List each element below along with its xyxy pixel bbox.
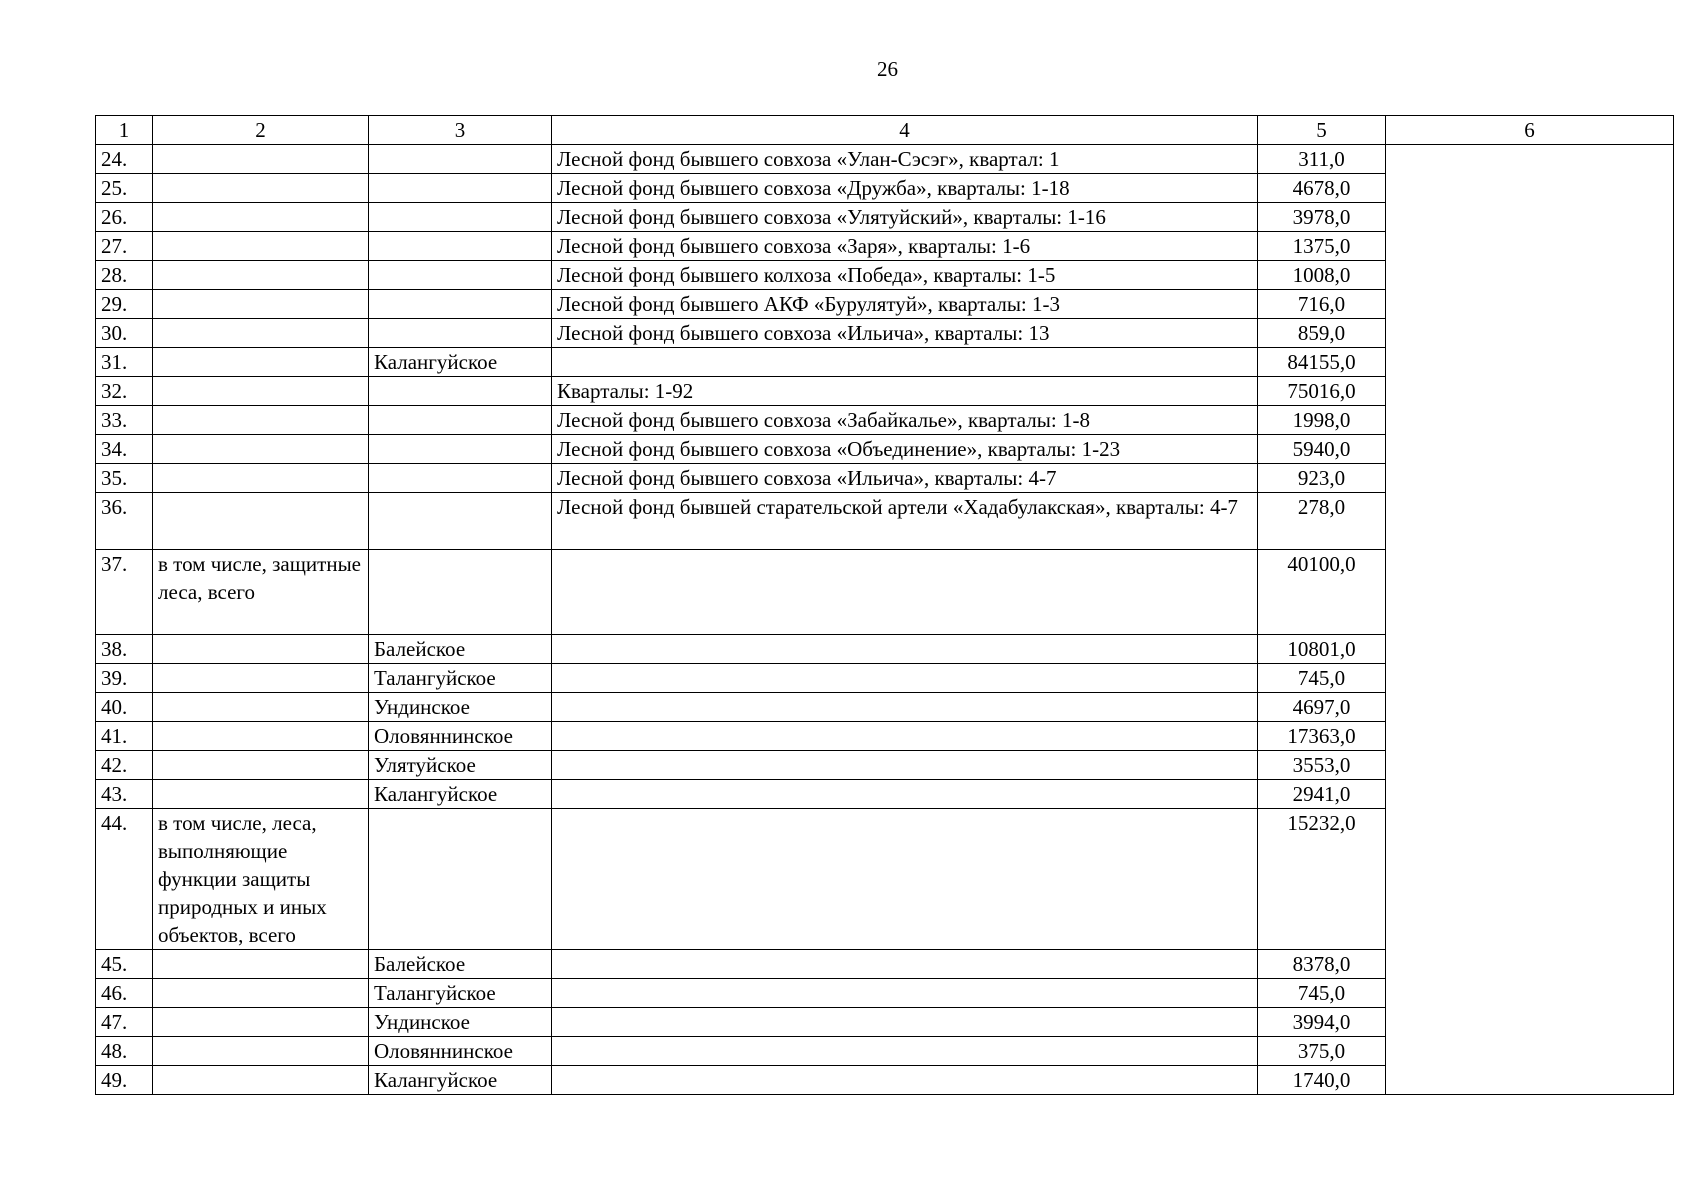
area-cell: 5940,0 — [1258, 435, 1386, 464]
description-cell: Лесной фонд бывшего колхоза «Победа», кварталы: 1-5 — [552, 261, 1258, 290]
description-cell: Лесной фонд бывшего совхоза «Ильича», кварталы: 4-7 — [552, 464, 1258, 493]
row-number: 45. — [96, 950, 153, 979]
forestry-cell — [369, 290, 552, 319]
row-number: 39. — [96, 664, 153, 693]
category-cell — [153, 435, 369, 464]
area-cell: 8378,0 — [1258, 950, 1386, 979]
description-cell: Лесной фонд бывшей старательской артели «Хадабулакская», кварталы: 4-7 — [552, 493, 1258, 550]
header-col-5: 5 — [1258, 116, 1386, 145]
forestry-cell — [369, 377, 552, 406]
description-cell: Лесной фонд бывшего совхоза «Улан-Сэсэг», квартал: 1 — [552, 145, 1258, 174]
description-cell — [552, 722, 1258, 751]
row-number: 44. — [96, 809, 153, 950]
area-cell: 17363,0 — [1258, 722, 1386, 751]
area-cell: 3978,0 — [1258, 203, 1386, 232]
description-cell: Лесной фонд бывшего совхоза «Заря», кварталы: 1-6 — [552, 232, 1258, 261]
table-row — [96, 145, 1674, 174]
area-cell: 1008,0 — [1258, 261, 1386, 290]
area-cell: 923,0 — [1258, 464, 1386, 493]
forestry-cell — [369, 319, 552, 348]
description-cell — [552, 780, 1258, 809]
header-col-3: 3 — [369, 116, 552, 145]
area-cell: 3553,0 — [1258, 751, 1386, 780]
category-cell — [153, 232, 369, 261]
category-cell — [153, 145, 369, 174]
row-number: 24. — [96, 145, 153, 174]
category-cell — [153, 464, 369, 493]
forestry-cell: Оловяннинское — [369, 1037, 552, 1066]
description-cell: Кварталы: 1-92 — [552, 377, 1258, 406]
row-number: 49. — [96, 1066, 153, 1095]
row-number: 36. — [96, 493, 153, 550]
row-number: 26. — [96, 203, 153, 232]
area-cell: 745,0 — [1258, 664, 1386, 693]
area-cell: 75016,0 — [1258, 377, 1386, 406]
description-cell — [552, 1066, 1258, 1095]
category-cell — [153, 174, 369, 203]
row-number: 33. — [96, 406, 153, 435]
forestry-cell: Калангуйское — [369, 348, 552, 377]
row-number: 37. — [96, 550, 153, 635]
forestry-cell: Ундинское — [369, 1008, 552, 1037]
header-col-2: 2 — [153, 116, 369, 145]
category-cell — [153, 377, 369, 406]
category-cell — [153, 751, 369, 780]
row-number: 42. — [96, 751, 153, 780]
forestry-cell: Калангуйское — [369, 1066, 552, 1095]
category-cell — [153, 348, 369, 377]
description-cell — [552, 664, 1258, 693]
description-cell: Лесной фонд бывшего совхоза «Ильича», кварталы: 13 — [552, 319, 1258, 348]
row-number: 30. — [96, 319, 153, 348]
header-col-4: 4 — [552, 116, 1258, 145]
forestry-cell — [369, 145, 552, 174]
forestry-cell — [369, 174, 552, 203]
forestry-cell — [369, 406, 552, 435]
category-cell — [153, 693, 369, 722]
category-cell — [153, 979, 369, 1008]
area-cell: 4678,0 — [1258, 174, 1386, 203]
category-cell — [153, 1037, 369, 1066]
description-cell — [552, 550, 1258, 635]
forestry-cell: Балейское — [369, 950, 552, 979]
area-cell: 1998,0 — [1258, 406, 1386, 435]
page-number: 26 — [877, 57, 898, 81]
description-cell: Лесной фонд бывшего совхоза «Улятуйский», кварталы: 1-16 — [552, 203, 1258, 232]
forestry-cell — [369, 261, 552, 290]
description-cell — [552, 950, 1258, 979]
description-cell — [552, 1008, 1258, 1037]
description-cell — [552, 809, 1258, 950]
category-cell — [153, 950, 369, 979]
header-row — [96, 116, 1674, 145]
forestry-cell: Улятуйское — [369, 751, 552, 780]
category-cell — [153, 635, 369, 664]
row-number: 31. — [96, 348, 153, 377]
row-number: 48. — [96, 1037, 153, 1066]
forestry-cell: Ундинское — [369, 693, 552, 722]
area-cell: 745,0 — [1258, 979, 1386, 1008]
area-cell: 3994,0 — [1258, 1008, 1386, 1037]
description-cell: Лесной фонд бывшего совхоза «Объединение», кварталы: 1-23 — [552, 435, 1258, 464]
forestry-cell — [369, 493, 552, 550]
description-cell: Лесной фонд бывшего совхоза «Дружба», кварталы: 1-18 — [552, 174, 1258, 203]
description-cell: Лесной фонд бывшего совхоза «Забайкалье», кварталы: 1-8 — [552, 406, 1258, 435]
category-cell — [153, 722, 369, 751]
area-cell: 716,0 — [1258, 290, 1386, 319]
category-cell: в том числе, леса, выполняющие функции защиты природных и иных объектов, всего — [153, 809, 369, 950]
row-number: 28. — [96, 261, 153, 290]
area-cell: 859,0 — [1258, 319, 1386, 348]
description-cell — [552, 751, 1258, 780]
area-cell: 10801,0 — [1258, 635, 1386, 664]
description-cell — [552, 979, 1258, 1008]
description-cell — [552, 635, 1258, 664]
forestry-cell — [369, 203, 552, 232]
row-number: 47. — [96, 1008, 153, 1037]
row-number: 46. — [96, 979, 153, 1008]
row-number: 38. — [96, 635, 153, 664]
forestry-cell — [369, 464, 552, 493]
category-cell: в том числе, защитные леса, всего — [153, 550, 369, 635]
category-cell — [153, 1066, 369, 1095]
row-number: 43. — [96, 780, 153, 809]
area-cell: 15232,0 — [1258, 809, 1386, 950]
category-cell — [153, 406, 369, 435]
forestry-cell: Талангуйское — [369, 979, 552, 1008]
column-6-cell — [1386, 145, 1674, 1095]
area-cell: 2941,0 — [1258, 780, 1386, 809]
row-number: 40. — [96, 693, 153, 722]
description-cell — [552, 1037, 1258, 1066]
header-col-1: 1 — [96, 116, 153, 145]
description-cell — [552, 693, 1258, 722]
row-number: 32. — [96, 377, 153, 406]
forestry-cell — [369, 809, 552, 950]
row-number: 41. — [96, 722, 153, 751]
row-number: 35. — [96, 464, 153, 493]
category-cell — [153, 261, 369, 290]
area-cell: 375,0 — [1258, 1037, 1386, 1066]
category-cell — [153, 780, 369, 809]
header-col-6: 6 — [1386, 116, 1674, 145]
area-cell: 40100,0 — [1258, 550, 1386, 635]
forestry-cell: Балейское — [369, 635, 552, 664]
category-cell — [153, 493, 369, 550]
forestry-cell: Оловяннинское — [369, 722, 552, 751]
row-number: 25. — [96, 174, 153, 203]
forest-fund-table — [95, 115, 1674, 1095]
row-number: 27. — [96, 232, 153, 261]
category-cell — [153, 1008, 369, 1037]
area-cell: 4697,0 — [1258, 693, 1386, 722]
forestry-cell — [369, 550, 552, 635]
description-cell — [552, 348, 1258, 377]
forestry-cell: Калангуйское — [369, 780, 552, 809]
row-number: 34. — [96, 435, 153, 464]
forestry-cell: Талангуйское — [369, 664, 552, 693]
row-number: 29. — [96, 290, 153, 319]
area-cell: 1375,0 — [1258, 232, 1386, 261]
area-cell: 278,0 — [1258, 493, 1386, 550]
category-cell — [153, 664, 369, 693]
forestry-cell — [369, 435, 552, 464]
description-cell: Лесной фонд бывшего АКФ «Бурулятуй», кварталы: 1-3 — [552, 290, 1258, 319]
category-cell — [153, 290, 369, 319]
category-cell — [153, 319, 369, 348]
forestry-cell — [369, 232, 552, 261]
area-cell: 1740,0 — [1258, 1066, 1386, 1095]
area-cell: 84155,0 — [1258, 348, 1386, 377]
category-cell — [153, 203, 369, 232]
area-cell: 311,0 — [1258, 145, 1386, 174]
